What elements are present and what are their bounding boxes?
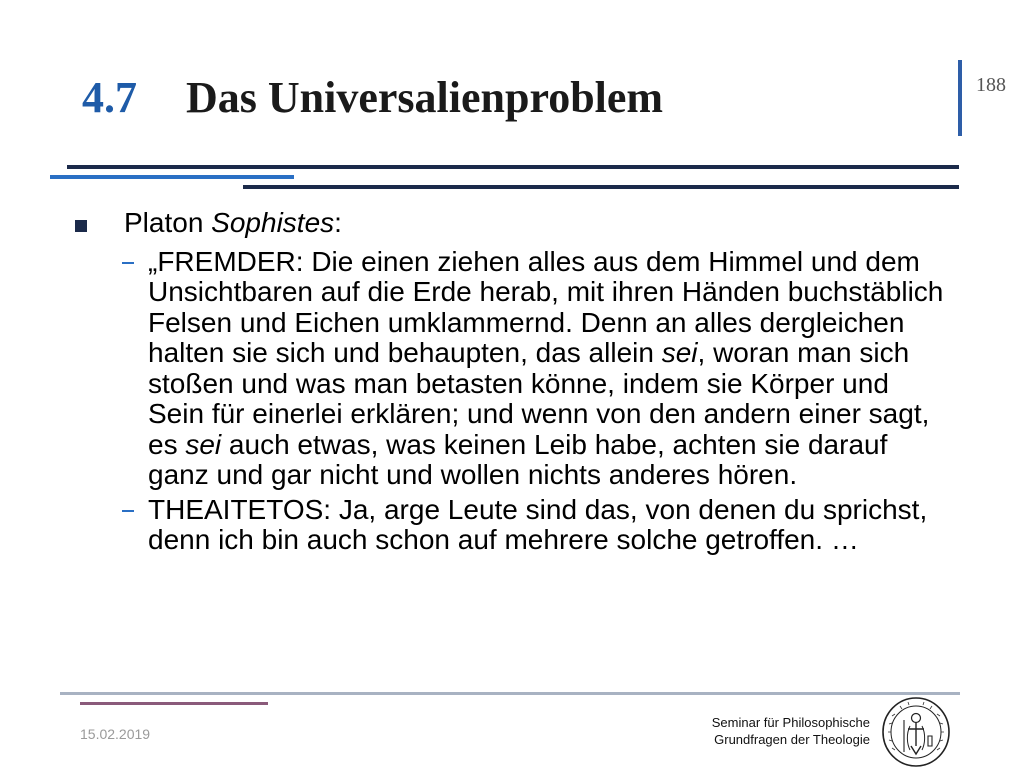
- footer-rule: [60, 692, 960, 695]
- quote-emphasis: sei: [661, 337, 698, 368]
- header-rule-accent: [50, 175, 294, 179]
- square-bullet-icon: [75, 220, 87, 232]
- quote-theaitetos: THEAITETOS: Ja, arge Leute sind das, von denen du sprichst, denn ich bin auch schon auf mehrere solche getroffen. …: [148, 493, 928, 555]
- dash-icon: [122, 510, 134, 512]
- quote-emphasis: sei: [185, 428, 222, 460]
- page-number: 188: [976, 74, 1006, 96]
- quote-part: „FREMDER: Die einen ziehen alles aus dem Himmel und dem Unsichtbaren auf die Erde herab, mit ihren Händen buchstäblich Felsen und Eichen umklammernd. Denn an alles dergleichen halten sie sich und behaupten, das allein: [148, 245, 944, 368]
- work-title: Sophistes: [211, 207, 335, 238]
- header-rule-bottom: [243, 185, 959, 189]
- quote-part: auch etwas, was keinen Leib habe, achten sie darauf ganz und gar nicht und wollen nichts anderes hören.: [148, 428, 888, 490]
- bullet-item: [72, 208, 952, 239]
- section-number: 4.7: [82, 73, 137, 122]
- title-text: Das Universalienproblem: [186, 73, 664, 122]
- seminar-line-1: Seminar für Philosophische: [711, 715, 870, 730]
- bullet-suffix: :: [334, 207, 342, 238]
- seminar-name: [700, 714, 870, 748]
- quote-part: , woran man sich stoßen und was man betasten könne, indem sie Körper und Sein für einerlei erklären; und wenn von den andern einer sagt, es: [148, 337, 930, 460]
- sub-bullet-item: [122, 495, 952, 556]
- quote-fremder: [148, 247, 948, 491]
- sub-bullet-item: [122, 247, 952, 491]
- dash-icon: [122, 262, 134, 264]
- bullet-text: [124, 208, 342, 239]
- bullet-prefix: Platon: [124, 207, 212, 238]
- footer-date: 15.02.2019: [80, 726, 151, 742]
- seminar-line-2: Grundfragen der Theologie: [714, 732, 870, 747]
- page-number-bar: [958, 60, 962, 136]
- slide-body: [72, 208, 952, 560]
- slide-title: [82, 68, 663, 128]
- footer-rule-accent: [80, 702, 268, 705]
- header-rule-top: [67, 165, 959, 169]
- university-seal-icon: [880, 696, 952, 768]
